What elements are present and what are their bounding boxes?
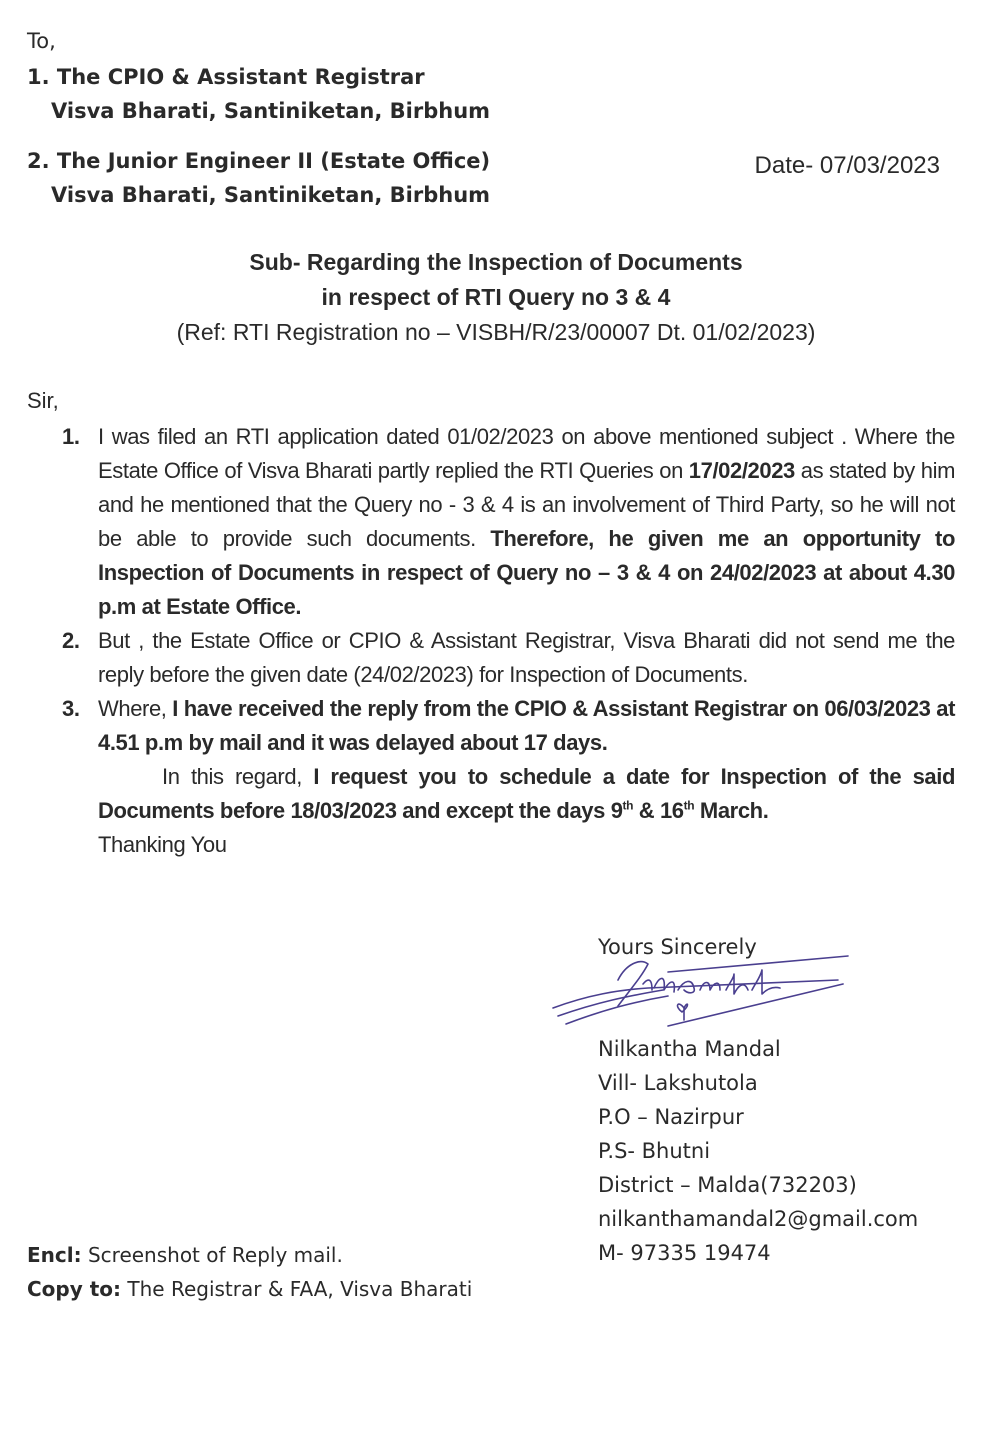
recipient-2 bbox=[27, 144, 490, 212]
copy-to-line bbox=[27, 1272, 472, 1306]
copy-to-text: The Registrar & FAA, Visva Bharati bbox=[121, 1277, 473, 1301]
subject-block bbox=[0, 245, 992, 350]
bold-text-run: Therefore, he given me an opportunity to Inspection of Documents in respect of Query no – 3 & 4 on 24/02/2023 at about 4.30 p.m at Estate Office. bbox=[98, 526, 955, 619]
recipient-title: The CPIO & Assistant Registrar bbox=[56, 65, 425, 89]
sender-address-line: P.O – Nazirpur bbox=[598, 1105, 744, 1129]
letter-date: Date- 07/03/2023 bbox=[754, 152, 940, 179]
request-paragraph bbox=[98, 760, 955, 828]
recipient-1 bbox=[27, 60, 490, 128]
valediction: Yours Sincerely bbox=[598, 935, 757, 959]
recipient-address: Visva Bharati, Santiniketan, Birbhum bbox=[51, 183, 491, 207]
body-point-3 bbox=[62, 692, 955, 760]
ordinal-suffix: th bbox=[683, 798, 695, 813]
enclosure-text: Screenshot of Reply mail. bbox=[81, 1243, 343, 1267]
sender-address-line: P.S- Bhutni bbox=[598, 1139, 711, 1163]
bold-text-run: March. bbox=[694, 798, 769, 823]
body-point-2 bbox=[62, 624, 955, 692]
text-run: In this regard, bbox=[162, 764, 314, 789]
recipient-address: Visva Bharati, Santiniketan, Birbhum bbox=[51, 99, 491, 123]
point-text: But , the Estate Office or CPIO & Assistant Registrar, Visva Bharati did not send me the reply before the given date (24/02/2023) for Inspection of Documents. bbox=[98, 628, 955, 687]
point-text bbox=[98, 692, 955, 760]
text-run: Where, bbox=[98, 696, 173, 721]
sender-phone: M- 97335 19474 bbox=[598, 1241, 771, 1265]
sender-name: Nilkantha Mandal bbox=[598, 1037, 781, 1061]
recipient-number: 2. bbox=[27, 149, 50, 173]
subject-reference: (Ref: RTI Registration no – VISBH/R/23/00007 Dt. 01/02/2023) bbox=[176, 319, 816, 345]
enclosure-line bbox=[27, 1238, 472, 1272]
text-run: as stated by him and he mentioned that the Query no - 3 & 4 is an involvement of Third Party, so he will not be able to provide such documents. bbox=[98, 458, 956, 551]
sender-address-line: District – Malda(732203) bbox=[598, 1173, 857, 1197]
sender-email: nilkanthamandal2@gmail.com bbox=[598, 1207, 919, 1231]
bold-text-run: I request you to schedule a date for Inspection of the said Documents before 18/03/2023 and except the days 9 bbox=[98, 764, 955, 823]
body-point-1 bbox=[62, 420, 955, 624]
to-label: To, bbox=[27, 29, 56, 53]
ordinal-suffix: th bbox=[622, 798, 634, 813]
salutation: Sir, bbox=[27, 388, 59, 413]
subject-line-1: Sub- Regarding the Inspection of Documents bbox=[249, 249, 743, 275]
point-text bbox=[98, 420, 955, 624]
closing-line: Thanking You bbox=[98, 832, 227, 857]
point-number: 3. bbox=[62, 696, 80, 721]
bold-date: 17/02/2023 bbox=[688, 458, 795, 483]
enclosure-label: Encl: bbox=[27, 1243, 82, 1267]
text-run: I was filed an RTI application dated 01/02/2023 on above mentioned subject . Where the Estate Office of Visva Bharati partly replied the RTI Queries on bbox=[98, 424, 955, 483]
recipient-number: 1. bbox=[27, 65, 50, 89]
point-number: 1. bbox=[62, 424, 80, 449]
bold-text-run: I have received the reply from the CPIO & Assistant Registrar on 06/03/2023 at 4.51 p.m by mail and it was delayed about 17 days. bbox=[98, 696, 955, 755]
recipient-title: The Junior Engineer II (Estate Office) bbox=[56, 149, 491, 173]
body-points bbox=[62, 420, 955, 862]
footer-block bbox=[27, 1238, 472, 1306]
subject-line-2: in respect of RTI Query no 3 & 4 bbox=[321, 284, 671, 310]
point-number: 2. bbox=[62, 628, 80, 653]
copy-to-label: Copy to: bbox=[27, 1277, 122, 1301]
bold-text-run: & 16 bbox=[633, 798, 684, 823]
handwritten-signature-icon bbox=[548, 950, 858, 1030]
sender-address-line: Vill- Lakshutola bbox=[598, 1071, 758, 1095]
